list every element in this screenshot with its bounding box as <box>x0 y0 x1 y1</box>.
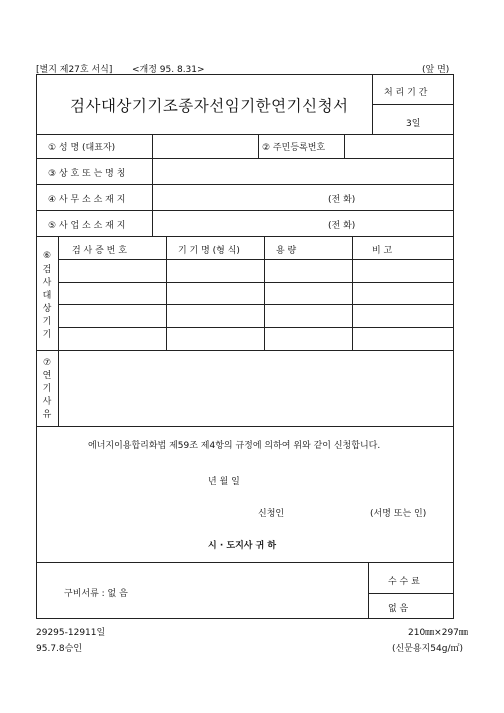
approval-date: 95.7.8승인 <box>36 644 83 654</box>
name-label: ① 성 명 (대표자) <box>48 143 116 153</box>
equipment-label: 검사대상기기 <box>42 265 52 340</box>
resident-number-label: ② 주민등록번호 <box>262 143 326 153</box>
office-address-label: ④ 사 무 소 소 재 지 <box>48 195 126 205</box>
company-label: ③ 상 호 또 는 명 칭 <box>48 169 126 179</box>
paper-size: 210㎜×297㎜ <box>408 628 468 638</box>
form-id: [별지 제27호 서식] <box>36 65 113 75</box>
fee-label: 수 수 료 <box>388 577 420 587</box>
paper-type: (신문용지54g/㎡) <box>392 644 463 654</box>
reason-label-number: ⑦ <box>42 358 52 368</box>
attachments: 구비서류 : 없 음 <box>64 589 128 599</box>
form-title: 검사대상기기조종자선임기한연기신청서 <box>70 97 349 115</box>
page-side: (앞 면) <box>422 65 450 75</box>
equipment-label-number: ⑥ <box>42 251 52 261</box>
equipment-col-remarks: 비 고 <box>372 246 393 256</box>
site-phone: (전 화) <box>328 221 356 231</box>
date-line: 년 월 일 <box>208 477 240 487</box>
equipment-col-name: 기 기 명 (형 식) <box>178 246 240 256</box>
equipment-col-capacity: 용 량 <box>276 246 297 256</box>
applicant-label: 신청인 <box>258 509 285 519</box>
office-phone: (전 화) <box>328 195 356 205</box>
fee-value: 없 음 <box>388 604 409 614</box>
statement-text: 에너지이용합리화법 제59조 제4항의 규정에 의하여 위와 같이 신청합니다. <box>88 441 381 451</box>
equipment-col-certificate: 검 사 증 번 호 <box>72 246 127 256</box>
addressee: 시 · 도지사 귀 하 <box>208 541 277 551</box>
site-address-label: ⑤ 사 업 소 소 재 지 <box>48 221 126 231</box>
processing-period-label: 처 리 기 간 <box>384 88 428 98</box>
processing-period-value: 3일 <box>406 119 421 129</box>
revision-date: <개정 95. 8.31> <box>132 65 205 75</box>
form-code: 29295-12911일 <box>36 628 106 638</box>
signature-label: (서명 또는 인) <box>370 509 427 519</box>
reason-label: 연기사유 <box>42 371 52 420</box>
